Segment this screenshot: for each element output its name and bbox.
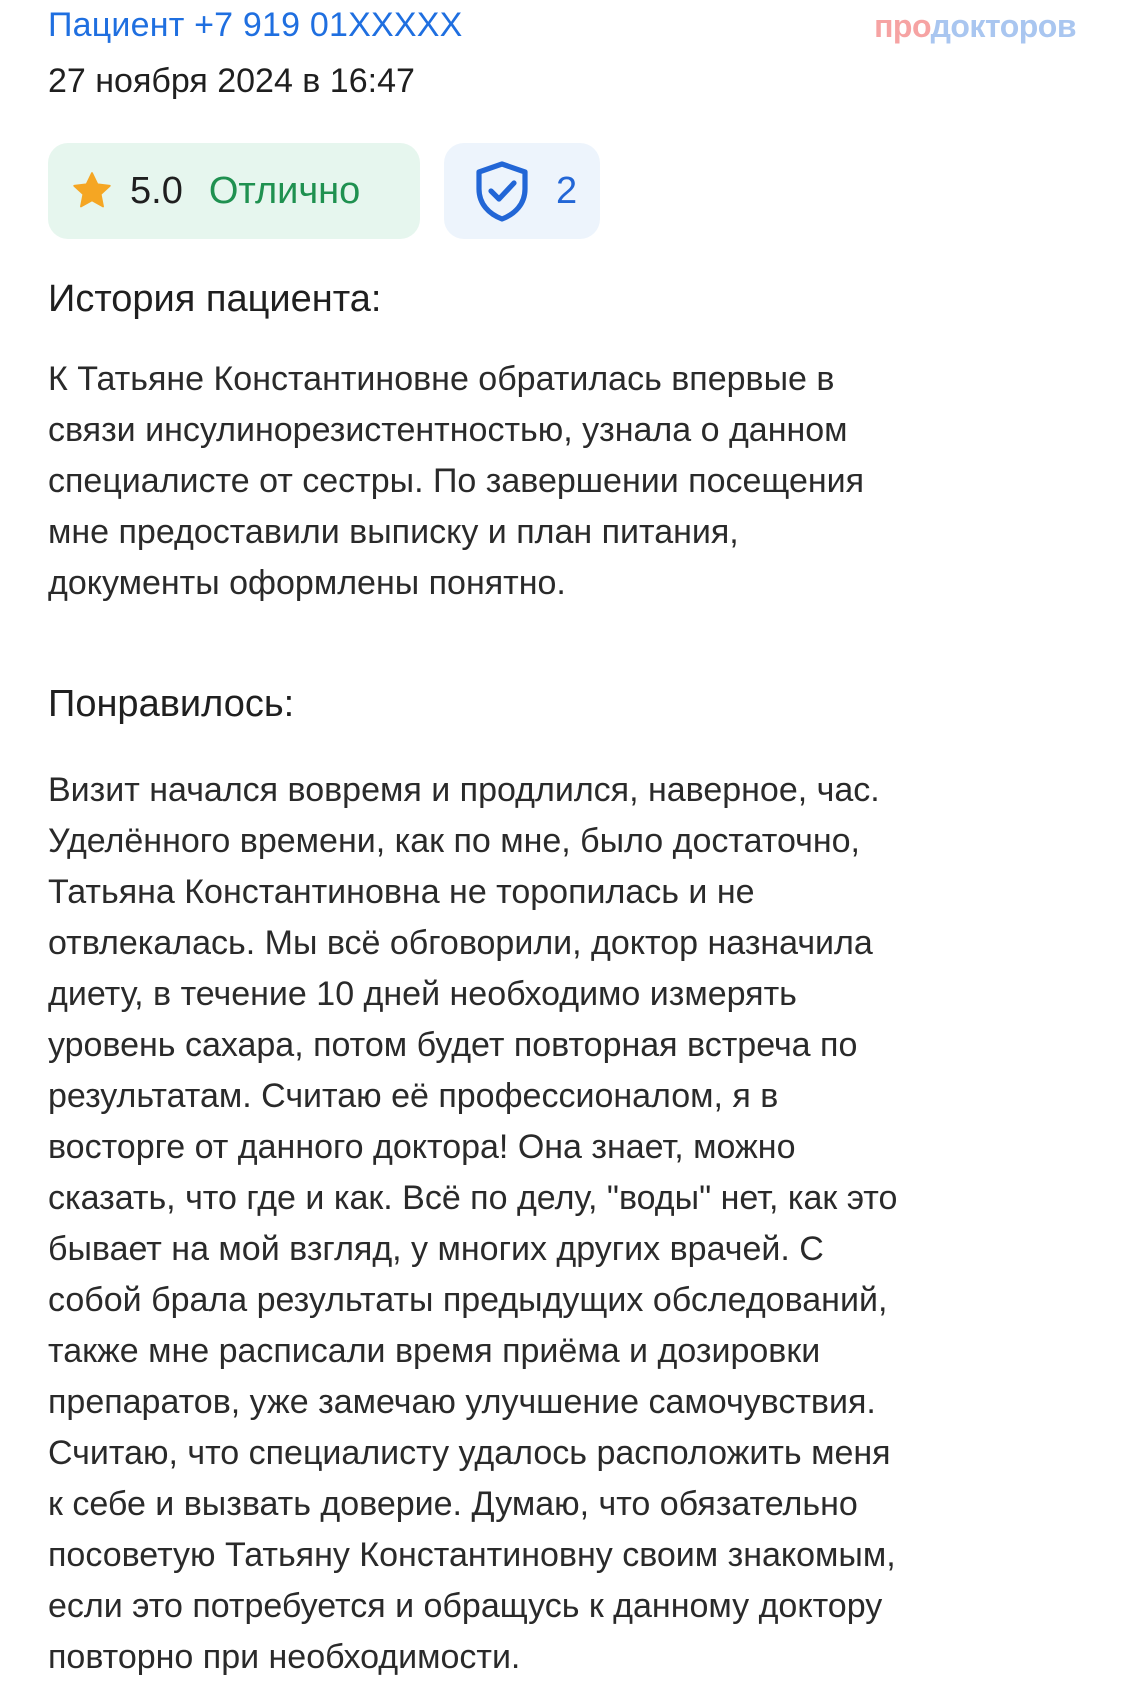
liked-line: посоветую Татьяну Константиновну своим знакомым, (48, 1536, 896, 1574)
liked-line: сказать, что где и как. Всё по делу, "воды" нет, как это (48, 1179, 898, 1217)
author-link[interactable]: Пациент +7 919 01XXXXX (48, 6, 463, 44)
liked-line: Визит начался вовремя и продлился, наверное, час. (48, 771, 880, 809)
liked-line: уровень сахара, потом будет повторная встреча по (48, 1026, 858, 1064)
rating-badge (48, 143, 420, 239)
liked-line: повторно при необходимости. (48, 1638, 521, 1676)
review-header (48, 0, 1078, 140)
liked-line: также мне расписали время приёма и дозировки (48, 1332, 821, 1370)
story-text (48, 354, 1088, 609)
liked-line: препаратов, уже замечаю улучшение самочувствия. (48, 1383, 876, 1421)
badges-row (48, 143, 600, 239)
story-title: История пациента: (48, 278, 382, 320)
liked-line: результатам. Считаю её профессионалом, я в (48, 1077, 779, 1115)
logo-text-part1: про (874, 8, 931, 44)
rating-grade: Отлично (208, 169, 361, 212)
verification-badge[interactable] (444, 143, 600, 239)
story-line: связи инсулинорезистентностью, узнала о данном (48, 411, 848, 449)
review-card (48, 0, 1078, 1676)
liked-line: собой брала результаты предыдущих обследований, (48, 1281, 888, 1319)
story-line: документы оформлены понятно. (48, 564, 566, 602)
liked-text (48, 765, 1088, 1683)
review-date: 27 ноября 2024 в 16:47 (48, 62, 415, 100)
star-icon (70, 169, 114, 213)
story-line: К Татьяне Константиновне обратилась впервые в (48, 360, 835, 398)
liked-line: к себе и вызвать доверие. Думаю, что обязательно (48, 1485, 858, 1523)
liked-line: Считаю, что специалисту удалось расположить меня (48, 1434, 891, 1472)
liked-line: восторге от данного доктора! Она знает, можно (48, 1128, 796, 1166)
verification-count: 2 (556, 169, 578, 212)
story-line: специалисте от сестры. По завершении посещения (48, 462, 865, 500)
liked-line: Уделённого времени, как по мне, было достаточно, (48, 822, 860, 860)
liked-title: Понравилось: (48, 683, 295, 725)
rating-score: 5.0 (130, 169, 183, 212)
liked-line: Татьяна Константиновна не торопилась и не (48, 873, 755, 911)
liked-line: диету, в течение 10 дней необходимо измерять (48, 975, 797, 1013)
prodoctorov-logo[interactable] (874, 8, 1076, 45)
liked-line: если это потребуется и обращусь к данному доктору (48, 1587, 883, 1625)
shield-check-icon (472, 159, 532, 223)
liked-line: отвлекалась. Мы всё обговорили, доктор назначила (48, 924, 873, 962)
story-line: мне предоставили выписку и план питания, (48, 513, 739, 551)
logo-text-part2: докторов (930, 8, 1076, 44)
liked-line: бывает на мой взгляд, у многих других врачей. С (48, 1230, 824, 1268)
